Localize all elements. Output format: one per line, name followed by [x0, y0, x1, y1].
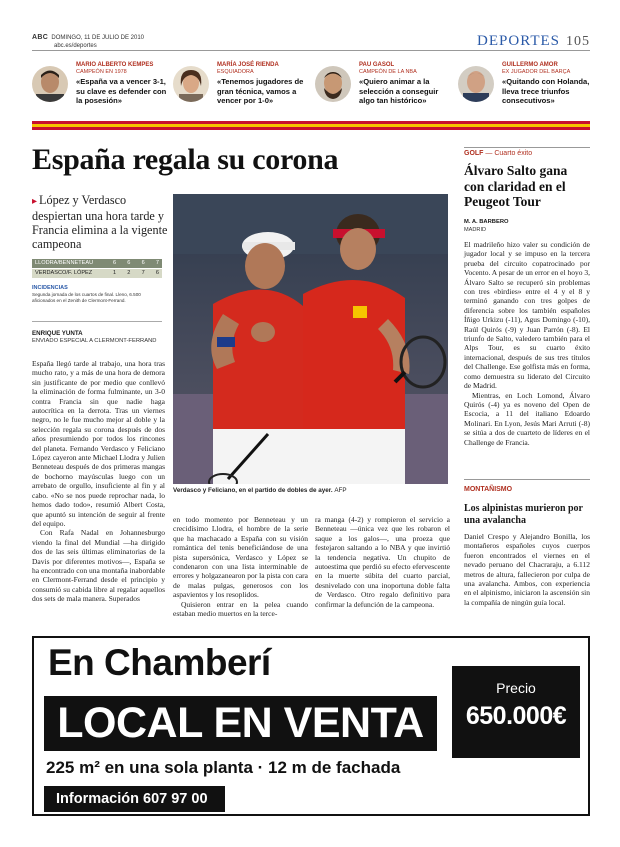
set-score: 1: [113, 270, 117, 276]
golf-place: MADRID: [464, 227, 487, 233]
tennis-doubles-photo: [173, 194, 448, 484]
quote-text: «Quiero animar a la selección a conseguir algo tan histórico»: [359, 77, 439, 105]
score-row: [32, 269, 162, 278]
incidencias-text: Segunda jornada de los cuartos de final. Lleno, 6.500 aficionados en el Zenith de Clermont-Ferrand.: [32, 292, 141, 303]
quote-role: CAMPEÓN EN 1978: [76, 69, 127, 75]
ad-price-box: [452, 666, 580, 758]
mountaineering-article: [464, 532, 590, 607]
golf-byline: M. A. BARBERO: [464, 219, 509, 225]
quote-role: ESQUIADORA: [217, 69, 254, 75]
mountaineering-kicker: MONTAÑISMO: [464, 486, 513, 493]
ad-main-bar: LOCAL EN VENTA: [44, 696, 437, 751]
article-paragraph: España llegó tarde al trabajo, una hora tras mucho rato, y a más de una hora de demora sin justificante de por medio que conllevó la eliminación de forma fulminante, un 3-0 contra Francia sin que nadie haga autocrítica en la derrota. Tras un viernes negro, no le fue mucho mejor al doble y la selección regala su corona después de dos años presumiendo por todos los rincones del planeta. Fernando Verdasco y Feliciano López cayeron ante Michael Llodra y Julien Benneteau después de dos primeras mangas de bochorno mayúsculas luego con un arrebato de orgullo, insuficiente al fin y al cabo. «No se nos puede reprochar nada, lo hemos dado todo», resumió Albert Costa, que apuntó su intención de seguir al frente del equipo.: [32, 359, 165, 528]
quote-text: «España va a vencer 3-1, su clave es defender con la posesión»: [76, 77, 167, 105]
sidebar-rule: [464, 147, 590, 148]
photo-caption: [173, 487, 448, 494]
quote-text: «Quitando con Holanda, lleva trece triunfos consecutivos»: [502, 77, 590, 105]
article-paragraph: Con Rafa Nadal en Johannesburgo viendo la final del Mundial —ha dirigido dos de las seis últimas eliminatorias de la Davis por diferentes motivos—, España se ha encontrado con una montaña inabordable en Clermont-Ferrand desde el principio y consumió su cabida libre al regalar aquellos dos sets de mala manera. Superados: [32, 528, 165, 604]
portrait-photo: [315, 66, 351, 102]
golf-sublabel: — Cuarto éxito: [485, 150, 533, 157]
section-header: [477, 33, 590, 50]
real-estate-ad: [32, 636, 590, 833]
article-column-1: [32, 359, 165, 604]
golf-article: [464, 240, 590, 447]
page-header-info: [32, 34, 144, 50]
quote-text: «Tenemos jugadores de gran técnica, vamos a vencer por 1-0»: [217, 77, 304, 105]
set-score: 6: [155, 270, 159, 276]
golf-headline: Álvaro Salto gana con claridad en el Peugeot Tour: [464, 163, 568, 209]
article-paragraph: Quisieron entrar en la pelea cuando estaban medio muertos en la terce-: [173, 599, 308, 619]
ad-phone: Información 607 97 00 81: [44, 786, 225, 812]
section-title: DEPORTES: [477, 33, 560, 49]
photo-credit: AFP: [334, 487, 347, 494]
bullet-triangle-icon: ▸: [32, 196, 38, 207]
quote-author: MARIO ALBERTO KEMPES: [76, 62, 154, 68]
issue-date: DOMINGO, 11 DE JULIO DE 2010: [51, 35, 145, 41]
golf-label: GOLF: [464, 150, 484, 157]
quote-author: PAU GASOL: [359, 62, 395, 68]
set-score: 6: [141, 260, 145, 266]
article-paragraph: Daniel Crespo y Alejandro Bonilla, los montañeros españoles cuyos cuerpos fueron encontrados el viernes en el nevado peruano del Chacraraju, a 6.112 metros de altura, fallecieron por culpa de una avalancha. Ambos, con experiencia en el alpinismo, iniciaron la ascensión sin la compañía de ningún guía local.: [464, 532, 590, 607]
ad-details: 225 m² en una sola planta · 12 m de fachada: [46, 758, 401, 777]
incidencias-title: INCIDENCIAS: [32, 285, 68, 291]
team-name: LLODRA/BENNETEAU: [35, 260, 94, 266]
set-score: 7: [155, 260, 159, 266]
paper-name: ABC: [32, 34, 49, 41]
caption-text: Verdasco y Feliciano, en el partido de dobles de ayer.: [173, 487, 333, 494]
quote-author: MARÍA JOSÉ RIENDA: [217, 62, 279, 68]
quote-role: EX JUGADOR DEL BARÇA: [502, 69, 571, 75]
page-number: 105: [566, 34, 590, 49]
price-value: 650.000€: [465, 702, 567, 730]
score-row: [32, 259, 162, 268]
portrait-photo: [173, 66, 209, 102]
price-label: Precio: [496, 680, 536, 696]
section-url: abc.es/deportes: [54, 43, 97, 49]
article-paragraph: ra manga (4-2) y rompieron el servicio a Benneteau —única vez que les robaron el saque a los galos—, una proeza que festejaron saltando a lo NBA y que invirtió la tendencia negativa. Un chupito de autoestima que perdió su efecto efervescente en la muerte súbita del cuarto parcial, desnivelado con una inoportuna doble falta de Verdasco. Otro regalo definitivo para confirmar la defunción de la campeona.: [315, 515, 450, 609]
article-paragraph: Mientras, en Loch Lomond, Álvaro Quirós (-4) ya es noveno del Open de Escocia, a 11 del italiano Edoardo Molinari. En Lyon, Jesús Mari Arruti (-8) se sitúa a dos de cuarteto de líderes en el Challenge de Francia.: [464, 390, 590, 447]
divider: [464, 479, 590, 480]
spanish-flag-banner: [32, 121, 590, 130]
main-kicker: [32, 193, 172, 251]
kicker-text: López y Verdasco despiertan una hora tarde y Francia elimina a la vigente campeona: [32, 193, 168, 251]
article-column-2: [173, 515, 308, 618]
header-rule: [32, 50, 590, 51]
scoreboard: [32, 259, 162, 278]
mountaineering-headline: Los alpinistas murieron por una avalancha: [464, 503, 583, 526]
golf-kicker: [464, 150, 590, 157]
set-score: 6: [113, 260, 117, 266]
ad-location: En Chamberí: [48, 642, 271, 683]
quote-role: CAMPEÓN DE LA NBA: [359, 69, 417, 75]
byline: ENRIQUE YUNTA: [32, 330, 83, 337]
quote-author: GUILLERMO AMOR: [502, 62, 558, 68]
set-score: 6: [127, 260, 131, 266]
article-column-3: [315, 515, 450, 609]
team-name: VERDASCO/F. LÓPEZ: [35, 270, 93, 276]
article-paragraph: en todo momento por Benneteau y un crecidísimo Llodra, el hombre de la serie que ha machacado a España con su visión romántica del tenis beneficiándose de una pista supersónica, Verdasco y López se condenaron con una lista interminable de errores y holgazanearon por la pista con cara de malas pulgas, generosos con los aspavientos y los resoplidos.: [173, 515, 308, 600]
set-score: 2: [127, 270, 131, 276]
portrait-photo: [458, 66, 494, 102]
set-score: 7: [141, 270, 145, 276]
divider: [32, 321, 162, 322]
portrait-photo: [32, 66, 68, 102]
article-paragraph: El madrileño hizo valer su condición de jugador local y se impuso en la tercera prueba del circuito copatrocinado por Vocento. A pesar de un error en el hoyo 3, Álvaro Salto se recuperó sin problemas con tres «birdies» entre el 4 y el 8 y terminó ganando con tres golpes de diferencia sobre los también españoles Íñigo Urkizu (-11), Agus Domingo (-10), Raúl Quirós (-9) y Juan Parrón (-8). El triunfo de Salto, valedero también para el Alps Tour, es su cuarto éxito internacional, después de sus tres títulos del Challenge. Ese golfista más en forma, como demuestra su liderato del Circuito de Madrid.: [464, 240, 590, 391]
main-headline: España regala su corona: [32, 143, 339, 176]
byline-role: ENVIADO ESPECIAL A CLERMONT-FERRAND: [32, 338, 157, 344]
